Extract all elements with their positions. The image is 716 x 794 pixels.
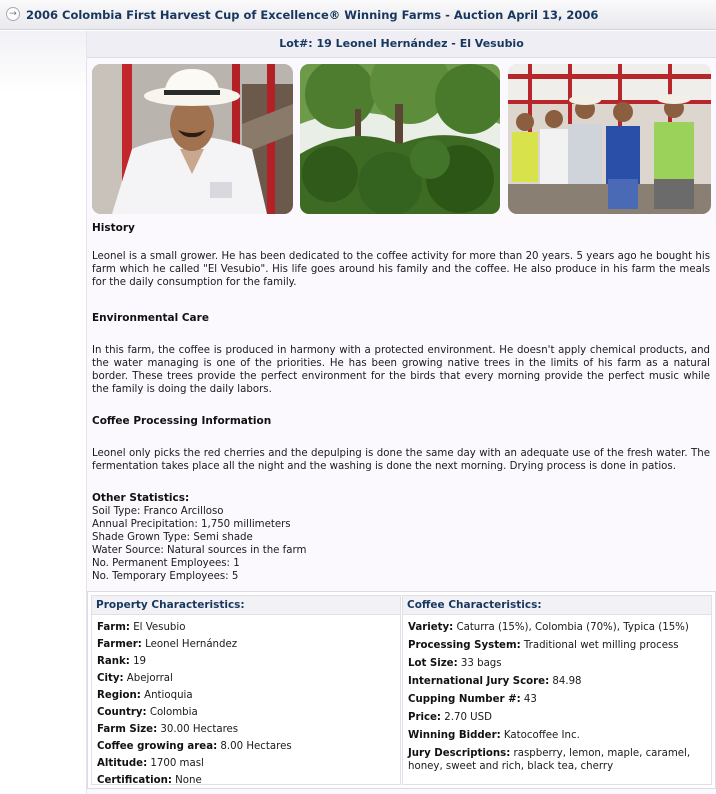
stat-permanent-employees: No. Permanent Employees: 1 [92,558,240,569]
environment-text: In this farm, the coffee is produced in harmony with a protected environment. He doesn't apply chemical products, and the water managing is one of the priorities. He has been growing native trees in the limits of his farm as a natural border. These trees provide the perfect environment for the birds that every morning provide the perfect music while the family is doing the daily labors. [92,345,710,395]
main-content [86,31,716,794]
property-row: City: Abejorral [97,673,173,684]
side-strip [0,31,86,93]
property-row: Farmer: Leonel Hernández [97,639,238,650]
processing-text: Leonel only picks the red cherries and the depulping is done the same day with an adequate use of the fresh water. The fermentation takes place all the night and the washing is done the next morning. Drying process is done in patios. [92,448,710,472]
property-row: Certification: None [97,775,202,786]
coffee-row: Processing System: Traditional wet milling process [408,640,679,651]
title-bar [0,0,716,30]
stats-heading: Other Statistics: [92,492,190,504]
property-heading: Property Characteristics: [92,596,400,615]
property-row: Altitude: 1700 masl [97,758,204,769]
jury-description-continued: honey, sweet and rich, black tea, cherry [408,761,614,772]
property-row: Farm Size: 30.00 Hectares [97,724,239,735]
property-row: Region: Antioquia [97,690,193,701]
characteristics-tables [87,591,716,789]
coffee-row: Jury Descriptions: raspberry, lemon, maple, caramel, [408,748,691,759]
stat-shade-type: Shade Grown Type: Semi shade [92,532,253,543]
page-title: 2006 Colombia First Harvest Cup of Excellence® Winning Farms - Auction April 13, 2006 [26,8,599,22]
farmer-portrait-photo [92,64,293,214]
processing-heading: Coffee Processing Information [92,415,272,427]
coffee-row: Cupping Number #: 43 [408,694,537,705]
stat-temporary-employees: No. Temporary Employees: 5 [92,571,239,582]
stat-precipitation: Annual Precipitation: 1,750 millimeters [92,519,291,530]
coffee-trees-photo [300,64,500,214]
property-row: Farm: El Vesubio [97,622,186,633]
coffee-row: International Jury Score: 84.98 [408,676,582,687]
coffee-row: Lot Size: 33 bags [408,658,502,669]
coffee-heading: Coffee Characteristics: [403,596,711,615]
property-row: Coffee growing area: 8.00 Hectares [97,741,292,752]
history-heading: History [92,222,135,234]
stat-soil-type: Soil Type: Franco Arcilloso [92,506,224,517]
property-row: Country: Colombia [97,707,198,718]
environment-heading: Environmental Care [92,312,209,324]
lot-header: Lot#: 19 Leonel Hernández - El Vesubio [87,31,716,58]
property-table [91,595,401,785]
history-text: Leonel is a small grower. He has been dedicated to the coffee activity for more than 20 years. 5 years ago he bought his farm which he called "El Vesubio". His life goes around his family and the coffee. He also produce in his farm the meals for the daily consumption for the family. [92,251,710,288]
circle-arrow-icon[interactable]: → [6,7,20,21]
coffee-row: Price: 2.70 USD [408,712,492,723]
coffee-row: Winning Bidder: Katocoffee Inc. [408,730,580,741]
coffee-table [402,595,712,785]
coffee-row: Variety: Caturra (15%), Colombia (70%), Typica (15%) [408,622,689,633]
stat-water-source: Water Source: Natural sources in the farm [92,545,307,556]
family-photo [508,64,711,214]
property-row: Rank: 19 [97,656,147,667]
